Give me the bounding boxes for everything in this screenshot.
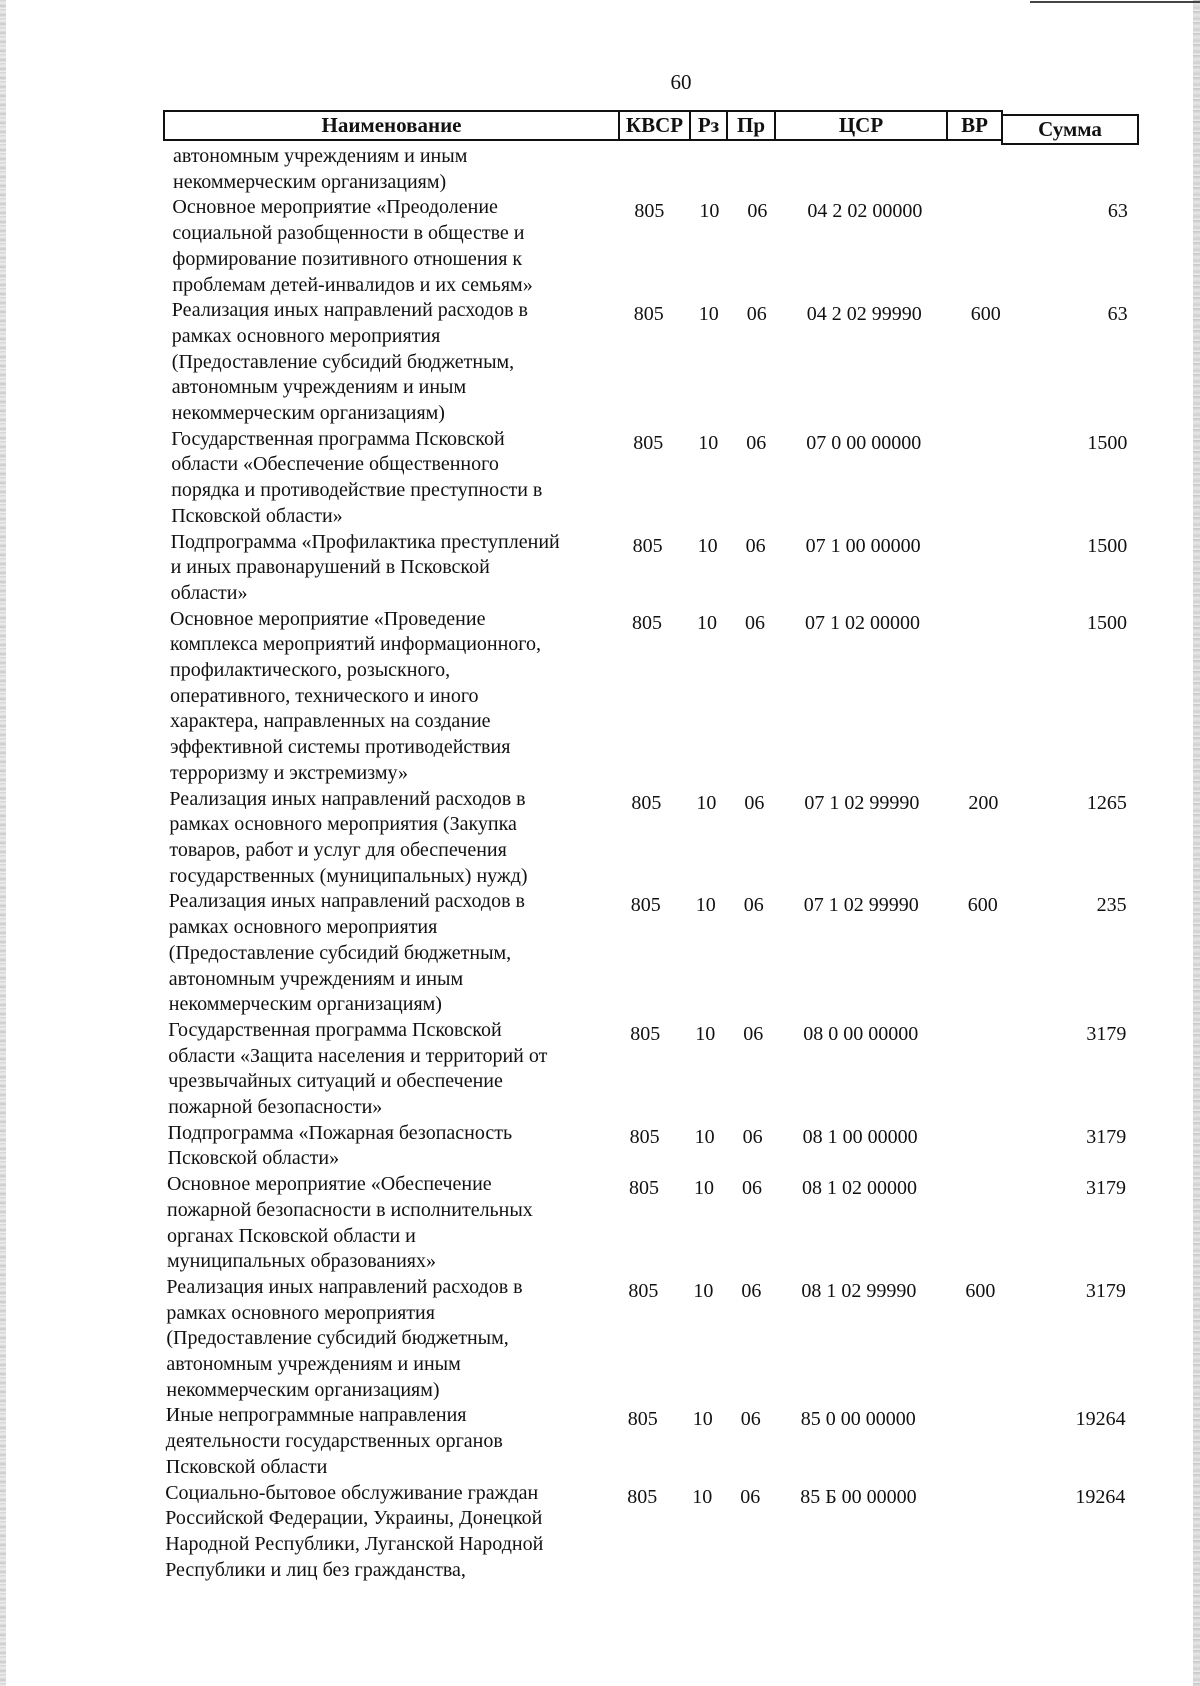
cell-pr: 06 [741, 1279, 762, 1302]
cell-rz: 10 [698, 431, 719, 454]
header-vr: ВР [946, 110, 1003, 141]
cell-rz: 10 [694, 1177, 714, 1200]
cell-rz: 10 [696, 791, 717, 814]
cell-name: Реализация иных направлений расходов в рамках основного мероприятия (Предоставление субсидий бюджетным, автономным учреждениям и иным некоммерческим организациям) [166, 1275, 523, 1401]
table-row [0, 427, 1200, 530]
cell-sum: 19264 [1075, 1485, 1126, 1508]
cell-kvsr: 805 [628, 1279, 659, 1302]
cell-name: Иные непрограммные направления деятельности государственных органов Псковской области [165, 1404, 503, 1478]
table-row [0, 298, 1200, 427]
cell-csr: 04 2 02 99990 [806, 303, 922, 326]
cell-vr: 600 [965, 1279, 996, 1302]
cell-name: Основное мероприятие «Преодоление социальной разобщенности в обществе и формирование позитивного отношения к проблемам детей-инвалидов и их семьям» [172, 196, 533, 296]
header-kvsr: КВСР [618, 110, 691, 141]
cell-rz: 10 [695, 1022, 716, 1045]
cell-kvsr: 805 [627, 1408, 658, 1431]
cell-pr: 06 [742, 1177, 762, 1200]
table-row [0, 1275, 1200, 1404]
cell-csr: 07 0 00 00000 [806, 431, 922, 454]
scan-artifact-line [1030, 1, 1200, 3]
cell-name: Государственная программа Псковской области «Обеспечение общественного порядка и противодействие преступности в Псковской области» [171, 427, 543, 527]
cell-name: Социально-бытовое обслуживание граждан Российской Федерации, Украины, Донецкой Народной Республики, Луганской Народной Республики и лиц без гражданства, [165, 1481, 544, 1581]
table-row [0, 1172, 1200, 1275]
cell-name: Реализация иных направлений расходов в рамках основного мероприятия (Предоставление субсидий бюджетным, автономным учреждениям и иным некоммерческим организациям) [168, 890, 525, 1016]
cell-kvsr: 805 [632, 611, 662, 634]
cell-sum: 3179 [1085, 1279, 1126, 1302]
cell-rz: 10 [697, 534, 718, 557]
cell-sum: 19264 [1075, 1408, 1126, 1431]
cell-csr: 08 1 02 00000 [802, 1177, 917, 1200]
cell-rz: 10 [698, 303, 719, 326]
cell-sum: 3179 [1086, 1177, 1126, 1200]
cell-name: автономным учреждениям и иным некоммерческим организациям) [173, 145, 468, 193]
cell-csr: 04 2 02 00000 [807, 200, 923, 223]
table-row [0, 530, 1200, 607]
table-row [0, 1403, 1200, 1480]
cell-rz: 10 [692, 1485, 713, 1508]
cell-pr: 06 [746, 303, 767, 326]
cell-pr: 06 [745, 534, 766, 557]
table-header [163, 110, 1139, 144]
cell-pr: 06 [743, 894, 764, 917]
cell-pr: 06 [744, 791, 765, 814]
cell-csr: 08 1 00 00000 [802, 1125, 918, 1148]
header-csr: ЦСР [774, 110, 948, 141]
cell-sum: 3179 [1086, 1125, 1127, 1148]
cell-pr: 06 [743, 1022, 764, 1045]
cell-rz: 10 [695, 894, 716, 917]
cell-kvsr: 805 [633, 431, 664, 454]
cell-name: Подпрограмма «Пожарная безопасность Псковской области» [167, 1121, 513, 1170]
cell-name: Реализация иных направлений расходов в рамках основного мероприятия (Закупка товаров, работ и услуг для обеспечения государственных (муниципальных) нужд) [169, 787, 528, 887]
cell-name: Основное мероприятие «Проведение комплекса мероприятий информационного, профилактического, розыскного, оперативного, технического и иного характера, направленных на создание эффективной системы противодействия терроризму и экстремизму» [170, 607, 542, 784]
cell-kvsr: 805 [629, 1177, 659, 1200]
cell-sum: 1500 [1087, 611, 1127, 634]
cell-pr: 06 [746, 431, 767, 454]
table-body [0, 144, 1200, 1583]
cell-pr: 06 [740, 1408, 761, 1431]
cell-pr: 06 [745, 611, 765, 634]
cell-csr: 08 1 02 99990 [801, 1279, 917, 1302]
cell-kvsr: 805 [633, 303, 664, 326]
cell-kvsr: 805 [630, 1022, 661, 1045]
cell-kvsr: 805 [632, 534, 663, 557]
cell-rz: 10 [697, 611, 717, 634]
cell-rz: 10 [692, 1408, 713, 1431]
cell-sum: 1500 [1087, 534, 1128, 557]
cell-kvsr: 805 [631, 791, 662, 814]
cell-kvsr: 805 [634, 200, 665, 223]
cell-sum: 235 [1096, 894, 1127, 917]
cell-rz: 10 [699, 200, 720, 223]
header-sum: Сумма [1001, 114, 1139, 145]
cell-rz: 10 [694, 1125, 715, 1148]
cell-csr: 08 0 00 00000 [803, 1022, 919, 1045]
cell-kvsr: 805 [630, 894, 661, 917]
table-row [0, 1121, 1200, 1172]
cell-pr: 06 [742, 1125, 763, 1148]
cell-vr: 200 [968, 791, 999, 814]
cell-kvsr: 805 [627, 1485, 658, 1508]
table-row [0, 787, 1200, 890]
cell-csr: 85 Б 00 00000 [800, 1485, 917, 1508]
cell-csr: 07 1 00 00000 [805, 534, 921, 557]
table-row [0, 889, 1200, 1018]
cell-sum: 3179 [1086, 1022, 1127, 1045]
table-row [0, 1018, 1200, 1121]
cell-csr: 07 1 02 00000 [805, 611, 920, 634]
cell-vr: 600 [970, 303, 1001, 326]
header-pr: Пр [726, 110, 776, 141]
header-name: Наименование [163, 110, 620, 141]
cell-sum: 1500 [1087, 431, 1128, 454]
header-rz: Рз [689, 110, 728, 141]
cell-name: Государственная программа Псковской области «Защита населения и территорий от чрезвычайных ситуаций и обеспечение пожарной безопасности» [168, 1018, 548, 1119]
cell-sum: 1265 [1086, 791, 1127, 814]
cell-rz: 10 [693, 1279, 714, 1302]
table-row [0, 144, 1200, 195]
page-number: 60 [670, 70, 692, 94]
cell-vr: 600 [967, 894, 998, 917]
cell-csr: 07 1 02 99990 [803, 894, 919, 917]
table-row [0, 1481, 1200, 1584]
cell-csr: 85 0 00 00000 [800, 1408, 916, 1431]
cell-sum: 63 [1107, 200, 1128, 223]
cell-name: Подпрограмма «Профилактика преступлений и иных правонарушений в Псковской области» [170, 530, 560, 604]
cell-kvsr: 805 [629, 1125, 660, 1148]
cell-sum: 63 [1107, 303, 1128, 326]
cell-name: Основное мероприятие «Обеспечение пожарной безопасности в исполнительных органах Псковской области и муниципальных образованиях» [167, 1173, 533, 1273]
table-row [0, 607, 1200, 787]
cell-pr: 06 [740, 1485, 761, 1508]
table-row [0, 195, 1200, 298]
cell-pr: 06 [747, 200, 768, 223]
cell-name: Реализация иных направлений расходов в рамках основного мероприятия (Предоставление субсидий бюджетным, автономным учреждениям и иным некоммерческим организациям) [171, 299, 528, 425]
cell-csr: 07 1 02 99990 [804, 791, 920, 814]
